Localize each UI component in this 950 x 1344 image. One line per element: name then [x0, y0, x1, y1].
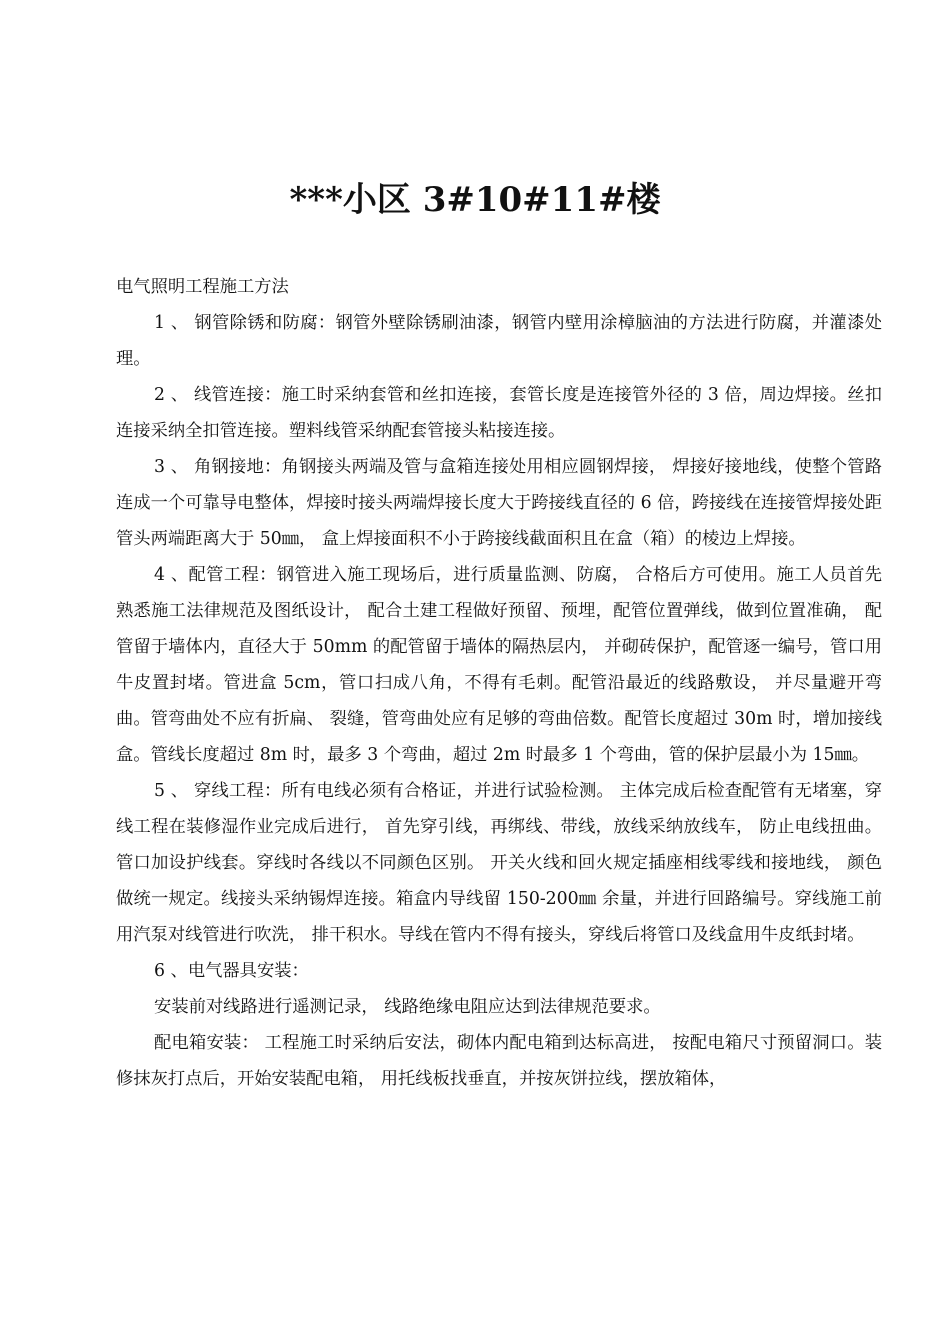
paragraph-piping-work: 4 、配管工程：钢管进入施工现场后，进行质量监测、防腐， 合格后方可使用。施工人员首先熟悉施工法律规范及图纸设计， 配合土建工程做好预留、预埋，配管位置弹线，做到位置准确， 配管留于墙体内，直径大于 50mm 的配管留于墙体的隔热层内， 并砌砖保护，配管逐一编号，管口用牛皮置封堵。管进盒 5cm，管口扫成八角，不得有毛刺。配管沿最近的线路敷设， 并尽量避开弯曲。管弯曲处不应有折扁、 裂缝，管弯曲处应有足够的弯曲倍数。配管长度超过 30m 时，增加接线盒。管线长度超过 8m 时，最多 3 个弯曲，超过 2m 时最多 1 个弯曲，管的保护层最小为 15㎜。 [116, 565, 882, 765]
section-heading: 电气照明工程施工方法 [116, 277, 289, 297]
paragraph-distribution-box-installation: 配电箱安装： 工程施工时采纳后安法，砌体内配电箱到达标高进， 按配电箱尺寸预留洞口。装修抹灰打点后，开始安装配电箱， 用托线板找垂直，并按灰饼拉线，摆放箱体， [116, 1033, 882, 1089]
paragraph-conduit-connection: 2 、 线管连接：施工时采纳套管和丝扣连接，套管长度是连接管外径的 3 倍，周边焊接。丝扣连接采纳全扣管连接。塑料线管采纳配套管接头粘接连接。 [116, 385, 882, 441]
paragraph-wiring-work: 5 、 穿线工程：所有电线必须有合格证，并进行试验检测。 主体完成后检查配管有无堵塞，穿线工程在装修湿作业完成后进行， 首先穿引线，再绑线、带线，放线采纳放线车， 防止电线扭曲。管口加设护线套。穿线时各线以不同颜色区别。 开关火线和回火规定插座相线零线和接地线， 颜色做统一规定。线接头采纳锡焊连接。箱盒内导线留 150-200㎜ 余量，并进行回路编号。穿线施工前用汽泵对线管进行吹洗， 排干积水。导线在管内不得有接头，穿线后将管口及线盒用牛皮纸封堵。 [116, 781, 882, 945]
paragraph-angle-steel-grounding: 3 、 角钢接地：角钢接头两端及管与盒箱连接处用相应圆钢焊接， 焊接好接地线，使整个管路连成一个可靠导电整体，焊接时接头两端焊接长度大于跨接线直径的 6 倍，跨接线在连接管焊接处距管头两端距离大于 50㎜， 盒上焊接面积不小于跨接线截面积且在盒（箱）的棱边上焊接。 [116, 457, 882, 549]
paragraph-fixture-installation-heading: 6 、电气器具安装： [154, 961, 309, 981]
document-title: ***小区 3#10#11#楼 [289, 180, 661, 220]
paragraph-steel-pipe-rust-proofing: 1 、 钢管除锈和防腐：钢管外壁除锈刷油漆，钢管内壁用涂樟脑油的方法进行防腐，并灌漆处理。 [116, 313, 882, 369]
paragraph-insulation-test: 安装前对线路进行遥测记录， 线路绝缘电阻应达到法律规范要求。 [154, 997, 661, 1017]
document-body [116, 269, 882, 1097]
